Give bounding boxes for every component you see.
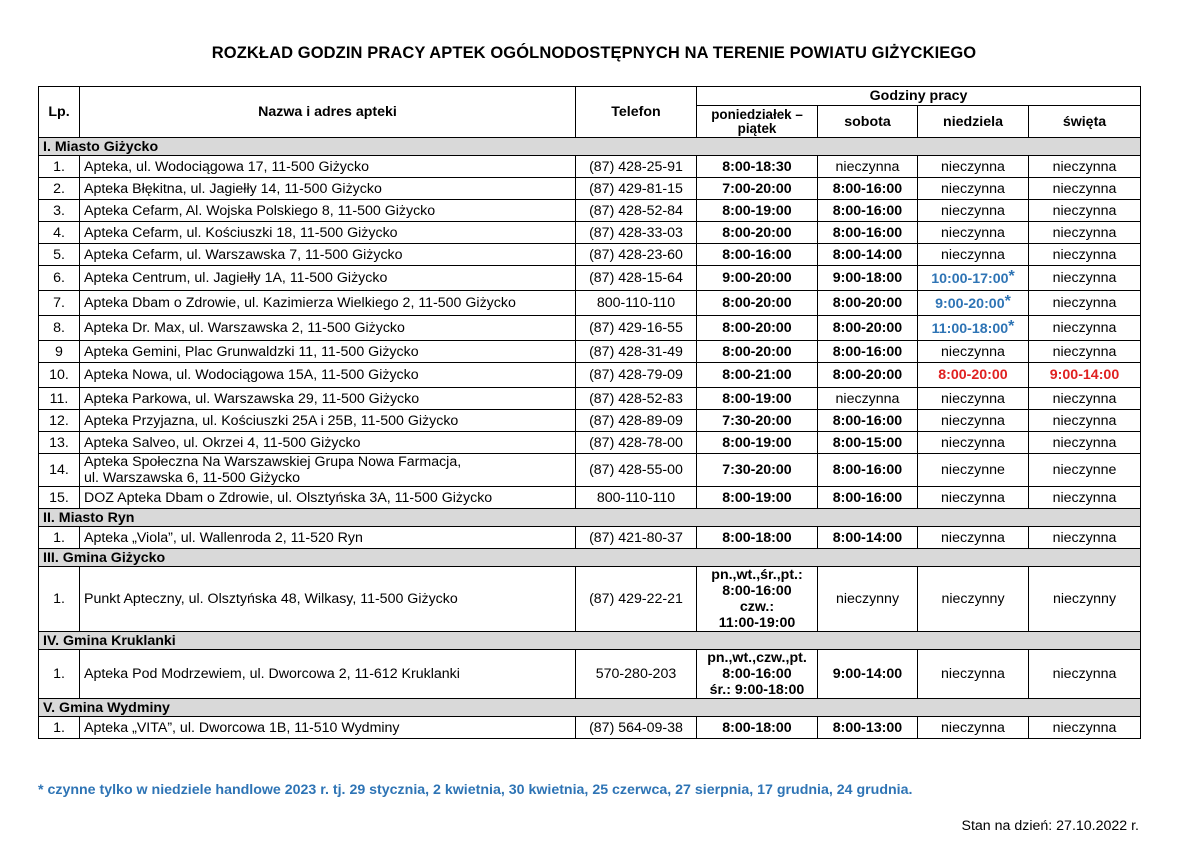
pharmacy-name-line: Apteka Cefarm, Al. Wojska Polskiego 8, 11-500 Giżycko	[84, 202, 436, 219]
hours-holidays: nieczynna	[1029, 156, 1141, 178]
hours-saturday: 8:00-13:00	[818, 717, 918, 739]
hours-sunday	[918, 363, 1029, 388]
hours-holidays: nieczynne	[1029, 454, 1141, 487]
table-row	[39, 487, 1141, 509]
hours-mon-fri: 8:00-19:00	[697, 200, 818, 222]
phone-number: (87) 428-79-09	[576, 363, 697, 388]
hours-mon-fri: 8:00-18:00	[697, 527, 818, 549]
status-date: Stan na dzień: 27.10.2022 r.	[961, 818, 1139, 834]
row-number: 11.	[39, 388, 80, 410]
row-number: 6.	[39, 266, 80, 291]
pharmacy-name	[80, 650, 576, 699]
hours-saturday: 8:00-16:00	[818, 410, 918, 432]
section-title: IV. Gmina Kruklanki	[39, 632, 1141, 650]
header-tel: Telefon	[576, 87, 697, 138]
pharmacy-name-line: Punkt Apteczny, ul. Olsztyńska 48, Wilkasy, 11-500 Giżycko	[84, 591, 458, 607]
hours-saturday: 8:00-16:00	[818, 487, 918, 509]
table-row	[39, 341, 1141, 363]
hours-holidays: nieczynna	[1029, 487, 1141, 509]
pharmacy-name	[80, 388, 576, 410]
asterisk-marker: *	[1008, 268, 1015, 285]
phone-number: (87) 429-16-55	[576, 316, 697, 341]
pharmacy-name-line: Apteka Cefarm, ul. Warszawska 7, 11-500 Giżycko	[84, 246, 403, 263]
sunday-hours-text: 10:00-17:00	[931, 271, 1009, 287]
pharmacy-name	[80, 717, 576, 739]
hours-sunday	[918, 266, 1029, 291]
hours-holidays: nieczynna	[1029, 316, 1141, 341]
hours-line: 11:00-19:00	[718, 615, 796, 631]
phone-number: (87) 428-15-64	[576, 266, 697, 291]
pharmacy-name	[80, 454, 576, 487]
hours-saturday: 9:00-14:00	[818, 650, 918, 699]
hours-mon-fri: 8:00-21:00	[697, 363, 818, 388]
pharmacy-name-line: DOZ Apteka Dbam o Zdrowie, ul. Olsztyńska 3A, 11-500 Giżycko	[84, 489, 493, 506]
phone-number: (87) 428-78-00	[576, 432, 697, 454]
pharmacy-name	[80, 410, 576, 432]
hours-saturday: 8:00-16:00	[818, 222, 918, 244]
hours-mon-fri: 8:00-18:00	[697, 717, 818, 739]
asterisk-marker: *	[1008, 318, 1015, 335]
pharmacy-name-line: Apteka Błękitna, ul. Jagiełły 14, 11-500 Giżycko	[84, 180, 382, 197]
row-number: 10.	[39, 363, 80, 388]
phone-number: (87) 428-33-03	[576, 222, 697, 244]
hours-sunday	[918, 432, 1029, 454]
hours-line: śr.: 9:00-18:00	[709, 682, 805, 698]
row-number: 1.	[39, 156, 80, 178]
hours-sunday	[918, 341, 1029, 363]
section-title: V. Gmina Wydminy	[39, 699, 1141, 717]
hours-saturday: nieczynny	[818, 567, 918, 632]
pharmacy-name-line: Apteka Przyjazna, ul. Kościuszki 25A i 25B, 11-500 Giżycko	[84, 412, 459, 429]
hours-holidays: nieczynna	[1029, 178, 1141, 200]
hours-sunday	[918, 487, 1029, 509]
row-number: 9	[39, 341, 80, 363]
hours-sunday	[918, 567, 1029, 632]
pharmacy-name-line: Apteka Cefarm, ul. Kościuszki 18, 11-500 Giżycko	[84, 224, 398, 241]
hours-saturday: nieczynna	[818, 156, 918, 178]
hours-mon-fri: 7:30-20:00	[697, 454, 818, 487]
section-title: III. Gmina Giżycko	[39, 549, 1141, 567]
row-number: 1.	[39, 717, 80, 739]
header-saturday: sobota	[818, 106, 918, 138]
hours-mon-fri: 8:00-20:00	[697, 291, 818, 316]
header-mon-fri: poniedziałek – piątek	[697, 106, 818, 138]
hours-holidays: nieczynna	[1029, 244, 1141, 266]
pharmacy-name-line: Apteka Społeczna Na Warszawskiej Grupa Nowa Farmacja,	[84, 454, 462, 470]
pharmacy-name	[80, 527, 576, 549]
hours-holidays: nieczynna	[1029, 717, 1141, 739]
row-number: 5.	[39, 244, 80, 266]
hours-sunday	[918, 388, 1029, 410]
hours-saturday: 8:00-16:00	[818, 200, 918, 222]
hours-mon-fri: 8:00-20:00	[697, 341, 818, 363]
row-number: 8.	[39, 316, 80, 341]
sunday-hours-text: nieczynna	[941, 719, 1005, 736]
table-row	[39, 178, 1141, 200]
asterisk-marker: *	[1004, 293, 1011, 310]
hours-holidays: nieczynna	[1029, 266, 1141, 291]
hours-saturday: 8:00-16:00	[818, 454, 918, 487]
hours-mon-fri: 8:00-19:00	[697, 388, 818, 410]
table-row	[39, 156, 1141, 178]
pharmacy-name	[80, 291, 576, 316]
row-number: 3.	[39, 200, 80, 222]
hours-mon-fri: 8:00-19:00	[697, 487, 818, 509]
sunday-hours-text: nieczynna	[941, 489, 1005, 506]
hours-line: 8:00-16:00	[722, 666, 792, 682]
sunday-hours-text: nieczynna	[941, 412, 1005, 429]
hours-mon-fri	[697, 650, 818, 699]
schedule-body	[39, 138, 1141, 739]
phone-number: 800-110-110	[576, 291, 697, 316]
phone-number: (87) 428-25-91	[576, 156, 697, 178]
section-title: II. Miasto Ryn	[39, 509, 1141, 527]
hours-saturday: 8:00-16:00	[818, 178, 918, 200]
sunday-hours-text: 8:00-20:00	[938, 367, 1008, 383]
hours-mon-fri: 8:00-18:30	[697, 156, 818, 178]
phone-number: (87) 428-31-49	[576, 341, 697, 363]
pharmacy-name-line: Apteka Pod Modrzewiem, ul. Dworcowa 2, 11-612 Kruklanki	[84, 666, 460, 682]
row-number: 14.	[39, 454, 80, 487]
hours-mon-fri: 7:30-20:00	[697, 410, 818, 432]
phone-number: (87) 421-80-37	[576, 527, 697, 549]
pharmacy-name-line: Apteka Dr. Max, ul. Warszawska 2, 11-500 Giżycko	[84, 320, 405, 336]
sunday-hours-text: nieczynna	[941, 390, 1005, 407]
pharmacy-name	[80, 200, 576, 222]
hours-sunday	[918, 410, 1029, 432]
table-row	[39, 244, 1141, 266]
section-row	[39, 549, 1141, 567]
table-row	[39, 200, 1141, 222]
hours-saturday: 9:00-18:00	[818, 266, 918, 291]
phone-number: (87) 428-52-84	[576, 200, 697, 222]
hours-mon-fri: 9:00-20:00	[697, 266, 818, 291]
header-name: Nazwa i adres apteki	[80, 87, 576, 138]
hours-line: czw.:	[739, 599, 775, 615]
sunday-hours-text: nieczynna	[941, 180, 1005, 197]
hours-holidays: nieczynna	[1029, 222, 1141, 244]
hours-holidays: nieczynna	[1029, 341, 1141, 363]
table-row	[39, 567, 1141, 632]
pharmacy-name-line: Apteka Nowa, ul. Wodociągowa 15A, 11-500 Giżycko	[84, 367, 419, 383]
section-title: I. Miasto Giżycko	[39, 138, 1141, 156]
header-holidays: święta	[1029, 106, 1141, 138]
sunday-hours-text: nieczynna	[941, 246, 1005, 263]
row-number: 1.	[39, 567, 80, 632]
phone-number: (87) 429-81-15	[576, 178, 697, 200]
table-row	[39, 363, 1141, 388]
table-row	[39, 291, 1141, 316]
header-sunday: niedziela	[918, 106, 1029, 138]
sunday-hours-text: nieczynne	[941, 462, 1005, 478]
pharmacy-name-line: Apteka Dbam o Zdrowie, ul. Kazimierza Wielkiego 2, 11-500 Giżycko	[84, 295, 516, 311]
pharmacy-name-line: Apteka Centrum, ul. Jagiełły 1A, 11-500 Giżycko	[84, 270, 388, 286]
hours-saturday: nieczynna	[818, 388, 918, 410]
sunday-hours-text: nieczynna	[941, 202, 1005, 219]
hours-line: pn.,wt.,śr.,pt.:	[711, 567, 803, 583]
header-hours: Godziny pracy	[697, 87, 1141, 106]
table-row	[39, 650, 1141, 699]
pharmacy-name-line: Apteka Parkowa, ul. Warszawska 29, 11-500 Giżycko	[84, 390, 420, 407]
pharmacy-name-line: Apteka „VITA”, ul. Dworcowa 1B, 11-510 Wydminy	[84, 719, 400, 736]
table-row	[39, 527, 1141, 549]
pharmacy-name-line: Apteka Gemini, Plac Grunwaldzki 11, 11-500 Giżycko	[84, 343, 419, 360]
header-lp: Lp.	[39, 87, 80, 138]
hours-mon-fri: 8:00-19:00	[697, 432, 818, 454]
table-row	[39, 410, 1141, 432]
hours-sunday	[918, 222, 1029, 244]
hours-sunday	[918, 156, 1029, 178]
hours-saturday: 8:00-20:00	[818, 363, 918, 388]
hours-sunday	[918, 178, 1029, 200]
table-row	[39, 454, 1141, 487]
hours-holidays: nieczynna	[1029, 410, 1141, 432]
phone-number: (87) 428-89-09	[576, 410, 697, 432]
hours-mon-fri: 7:00-20:00	[697, 178, 818, 200]
pharmacy-name	[80, 363, 576, 388]
row-number: 15.	[39, 487, 80, 509]
hours-holidays: nieczynna	[1029, 527, 1141, 549]
phone-number: 570-280-203	[576, 650, 697, 699]
sunday-hours-text: nieczynna	[941, 224, 1005, 241]
hours-line: 8:00-16:00	[722, 583, 792, 599]
table-row	[39, 316, 1141, 341]
phone-number: (87) 429-22-21	[576, 567, 697, 632]
row-number: 1.	[39, 527, 80, 549]
hours-sunday	[918, 316, 1029, 341]
section-row	[39, 138, 1141, 156]
hours-mon-fri: 8:00-16:00	[697, 244, 818, 266]
hours-holidays: nieczynna	[1029, 650, 1141, 699]
phone-number: 800-110-110	[576, 487, 697, 509]
sunday-hours-text: nieczynna	[941, 158, 1005, 175]
pharmacy-name	[80, 266, 576, 291]
pharmacy-name	[80, 567, 576, 632]
pharmacy-name	[80, 316, 576, 341]
phone-number: (87) 428-52-83	[576, 388, 697, 410]
hours-holidays: nieczynna	[1029, 432, 1141, 454]
sunday-hours-text: nieczynna	[941, 666, 1005, 682]
section-row	[39, 699, 1141, 717]
page-title: ROZKŁAD GODZIN PRACY APTEK OGÓLNODOSTĘPNYCH NA TERENIE POWIATU GIŻYCKIEGO	[211, 44, 977, 62]
hours-saturday: 8:00-20:00	[818, 316, 918, 341]
sunday-hours-text: nieczynna	[941, 529, 1005, 546]
row-number: 13.	[39, 432, 80, 454]
section-row	[39, 632, 1141, 650]
sunday-hours-text: nieczynna	[941, 343, 1005, 360]
pharmacy-name	[80, 222, 576, 244]
hours-saturday: 8:00-16:00	[818, 341, 918, 363]
hours-sunday	[918, 717, 1029, 739]
row-number: 7.	[39, 291, 80, 316]
hours-saturday: 8:00-14:00	[818, 527, 918, 549]
pharmacy-name	[80, 244, 576, 266]
row-number: 4.	[39, 222, 80, 244]
row-number: 12.	[39, 410, 80, 432]
phone-number: (87) 564-09-38	[576, 717, 697, 739]
pharmacy-name-line: ul. Warszawska 6, 11-500 Giżycko	[84, 470, 301, 486]
hours-mon-fri: 8:00-20:00	[697, 222, 818, 244]
hours-sunday	[918, 650, 1029, 699]
pharmacy-name	[80, 178, 576, 200]
sunday-hours-text: nieczynna	[941, 434, 1005, 451]
hours-saturday: 8:00-14:00	[818, 244, 918, 266]
table-row	[39, 222, 1141, 244]
hours-sunday	[918, 454, 1029, 487]
table-row	[39, 432, 1141, 454]
hours-saturday: 8:00-15:00	[818, 432, 918, 454]
pharmacy-name-line: Apteka, ul. Wodociągowa 17, 11-500 Giżycko	[84, 158, 369, 175]
hours-sunday	[918, 291, 1029, 316]
hours-holidays: nieczynna	[1029, 388, 1141, 410]
pharmacy-name-line: Apteka Salveo, ul. Okrzei 4, 11-500 Giżycko	[84, 434, 361, 451]
phone-number: (87) 428-23-60	[576, 244, 697, 266]
pharmacy-schedule-table	[38, 86, 1141, 739]
hours-sunday	[918, 527, 1029, 549]
hours-holidays: nieczynny	[1029, 567, 1141, 632]
hours-sunday	[918, 200, 1029, 222]
hours-line: pn.,wt.,czw.,pt.	[707, 650, 807, 666]
hours-holidays: 9:00-14:00	[1029, 363, 1141, 388]
table-row	[39, 388, 1141, 410]
table-row	[39, 266, 1141, 291]
hours-saturday: 8:00-20:00	[818, 291, 918, 316]
footnote: * czynne tylko w niedziele handlowe 2023 r. tj. 29 stycznia, 2 kwietnia, 30 kwietnia, 25 czerwca, 27 sierpnia, 17 grudnia, 24 grudnia.	[38, 782, 913, 798]
phone-number: (87) 428-55-00	[576, 454, 697, 487]
section-row	[39, 509, 1141, 527]
sunday-hours-text: 9:00-20:00	[935, 296, 1005, 312]
pharmacy-name	[80, 156, 576, 178]
hours-holidays: nieczynna	[1029, 291, 1141, 316]
pharmacy-name	[80, 432, 576, 454]
hours-sunday	[918, 244, 1029, 266]
row-number: 1.	[39, 650, 80, 699]
pharmacy-name	[80, 487, 576, 509]
row-number: 2.	[39, 178, 80, 200]
table-row	[39, 717, 1141, 739]
hours-mon-fri: 8:00-20:00	[697, 316, 818, 341]
sunday-hours-text: nieczynny	[941, 591, 1005, 607]
pharmacy-name	[80, 341, 576, 363]
hours-mon-fri	[697, 567, 818, 632]
hours-holidays: nieczynna	[1029, 200, 1141, 222]
sunday-hours-text: 11:00-18:00	[931, 321, 1009, 337]
pharmacy-name-line: Apteka „Viola”, ul. Wallenroda 2, 11-520 Ryn	[84, 529, 363, 546]
